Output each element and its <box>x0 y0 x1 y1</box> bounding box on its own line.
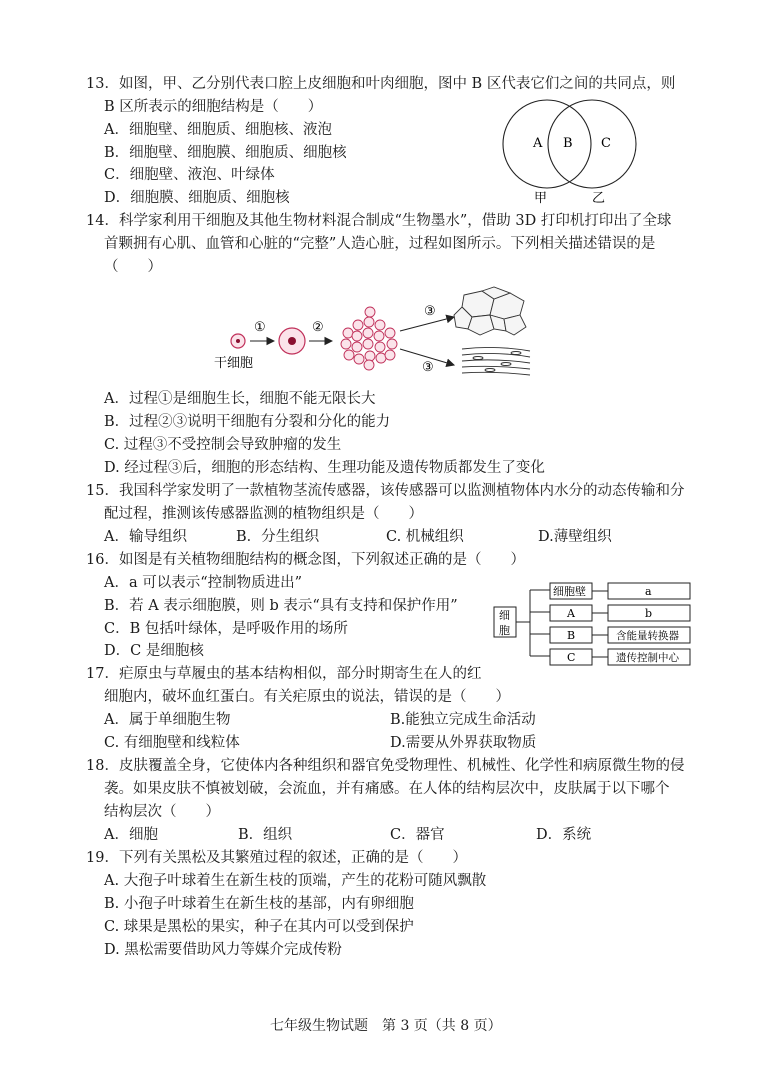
stem-cell-process-figure <box>206 285 536 385</box>
node-cell-wall: 细胞壁 <box>553 585 586 598</box>
q15-option-c: C. 机械组织 <box>386 529 464 545</box>
q15-stem-line2: 配过程，推测该传感器监测的植物组织是（ ） <box>104 506 423 522</box>
q13-stem-line1: 13．如图，甲、乙分别代表口腔上皮细胞和叶肉细胞，图中 B 区代表它们之间的共同点，则 <box>86 76 676 92</box>
node-a: A <box>567 607 575 620</box>
q19-option-b: B. 小孢子叶球着生在新生枝的基部，内有卵细胞 <box>104 896 414 912</box>
q15-option-a: A．输导组织 <box>104 529 187 545</box>
q19-stem-line1: 19．下列有关黑松及其繁殖过程的叙述，正确的是（ ） <box>86 850 467 866</box>
node-b: B <box>567 629 576 642</box>
q17-option-d: D.需要从外界获取物质 <box>390 735 537 751</box>
venn-label-jia: 甲 <box>534 191 548 206</box>
q15-option-d: D.薄壁组织 <box>538 529 612 545</box>
step-3b-label: ③ <box>422 360 434 375</box>
venn-diagram <box>496 96 646 208</box>
q16-stem-line1: 16．如图是有关植物细胞结构的概念图，下列叙述正确的是（ ） <box>86 552 525 568</box>
venn-circle-right <box>548 100 636 188</box>
step-1-label: ① <box>254 320 266 335</box>
q17-option-b: B.能独立完成生命活动 <box>390 712 536 728</box>
q14-option-c: C. 过程③不受控制会导致肿瘤的发生 <box>104 437 342 453</box>
result-b: b <box>645 607 653 620</box>
q18-stem-line2: 袭。如果皮肤不慎被划破，会流血，并有痛感。在人体的结构层次中，皮肤属于以下哪个 <box>104 781 670 797</box>
q17-option-c: C. 有细胞壁和线粒体 <box>104 735 240 751</box>
q18-stem-line3: 结构层次（ ） <box>104 804 220 820</box>
q16-option-a: A．a 可以表示“控制物质进出” <box>104 575 303 591</box>
q14-option-d: D. 经过程③后，细胞的形态结构、生理功能及遗传物质都发生了变化 <box>104 460 545 476</box>
q16-option-c: C．B 包括叶绿体，是呼吸作用的场所 <box>104 621 348 637</box>
q18-option-b: B．组织 <box>238 827 293 843</box>
q19-option-c: C. 球果是黑松的果实，种子在其内可以受到保护 <box>104 919 414 935</box>
step-3a-label: ③ <box>424 304 436 319</box>
q13-option-c: C．细胞壁、液泡、叶绿体 <box>104 167 275 183</box>
venn-circle-left <box>503 100 591 188</box>
q15-option-b: B．分生组织 <box>236 529 320 545</box>
q19-option-d: D. 黑松需要借助风力等媒介完成传粉 <box>104 942 342 958</box>
stem-cell-label: 干细胞 <box>214 356 254 371</box>
root-label-part2: 胞 <box>499 624 510 637</box>
q17-option-a: A．属于单细胞生物 <box>104 712 231 728</box>
tissue-fiber-icon <box>462 347 530 375</box>
q19-option-a: A. 大孢子叶球着生在新生枝的顶端，产生的花粉可随风飘散 <box>104 873 487 889</box>
q15-stem-line1: 15．我国科学家发明了一款植物茎流传感器，该传感器可以监测植物体内水分的动态传输和分 <box>86 483 685 499</box>
q16-option-b: B．若 A 表示细胞膜，则 b 表示“具有支持和保护作用” <box>104 598 458 614</box>
q13-option-b: B．细胞壁、细胞膜、细胞质、细胞核 <box>104 145 347 161</box>
node-c: C <box>567 651 576 664</box>
q16-option-d: D．C 是细胞核 <box>104 643 204 659</box>
q17-stem-line2: 细胞内，破坏血红蛋白。有关疟原虫的说法，错误的是（ ） <box>104 689 510 705</box>
result-energy-converter: 含能量转换器 <box>616 630 679 642</box>
step-2-label: ② <box>312 320 324 335</box>
venn-label-a: A <box>533 136 543 151</box>
q13-option-a: A．细胞壁、细胞质、细胞核、液泡 <box>104 122 332 138</box>
q14-option-b: B．过程②③说明干细胞有分裂和分化的能力 <box>104 414 391 430</box>
q14-stem-line1: 14．科学家利用干细胞及其他生物材料混合制成“生物墨水”，借助 3D 打印机打印出了全球 <box>86 213 672 229</box>
q18-option-c: C．器官 <box>390 827 445 843</box>
venn-label-c: C <box>601 136 611 151</box>
q13-option-d: D．细胞膜、细胞质、细胞核 <box>104 190 290 206</box>
q17-stem-line1: 17．疟原虫与草履虫的基本结构相似，部分时期寄生在人的红 <box>86 666 482 682</box>
q14-stem-line2: 首颗拥有心肌、血管和心脏的“完整”人造心脏，过程如图所示。下列相关描述错误的是 <box>104 236 656 252</box>
q18-option-d: D．系统 <box>536 827 592 843</box>
q13-stem-line2: B 区所表示的细胞结构是（ ） <box>104 99 323 115</box>
q18-option-a: A．细胞 <box>104 827 158 843</box>
tissue-polygon-icon <box>454 287 526 335</box>
q14-option-a: A．过程①是细胞生长，细胞不能无限长大 <box>104 391 376 407</box>
cell-cluster-icon <box>341 307 397 370</box>
venn-label-b: B <box>563 136 573 151</box>
q14-stem-line3: （ ） <box>104 259 162 275</box>
q18-stem-line1: 18．皮肤覆盖全身，它使体内各种组织和器官免受物理性、机械性、化学性和病原微生物的侵 <box>86 758 685 774</box>
cell-concept-diagram <box>492 582 698 670</box>
root-label-part1: 细 <box>499 609 510 622</box>
page-footer: 七年级生物试题 第 3 页（共 8 页） <box>270 1018 502 1034</box>
result-a: a <box>645 585 652 598</box>
result-genetic-center: 遗传控制中心 <box>616 652 679 664</box>
venn-label-yi: 乙 <box>592 191 606 206</box>
